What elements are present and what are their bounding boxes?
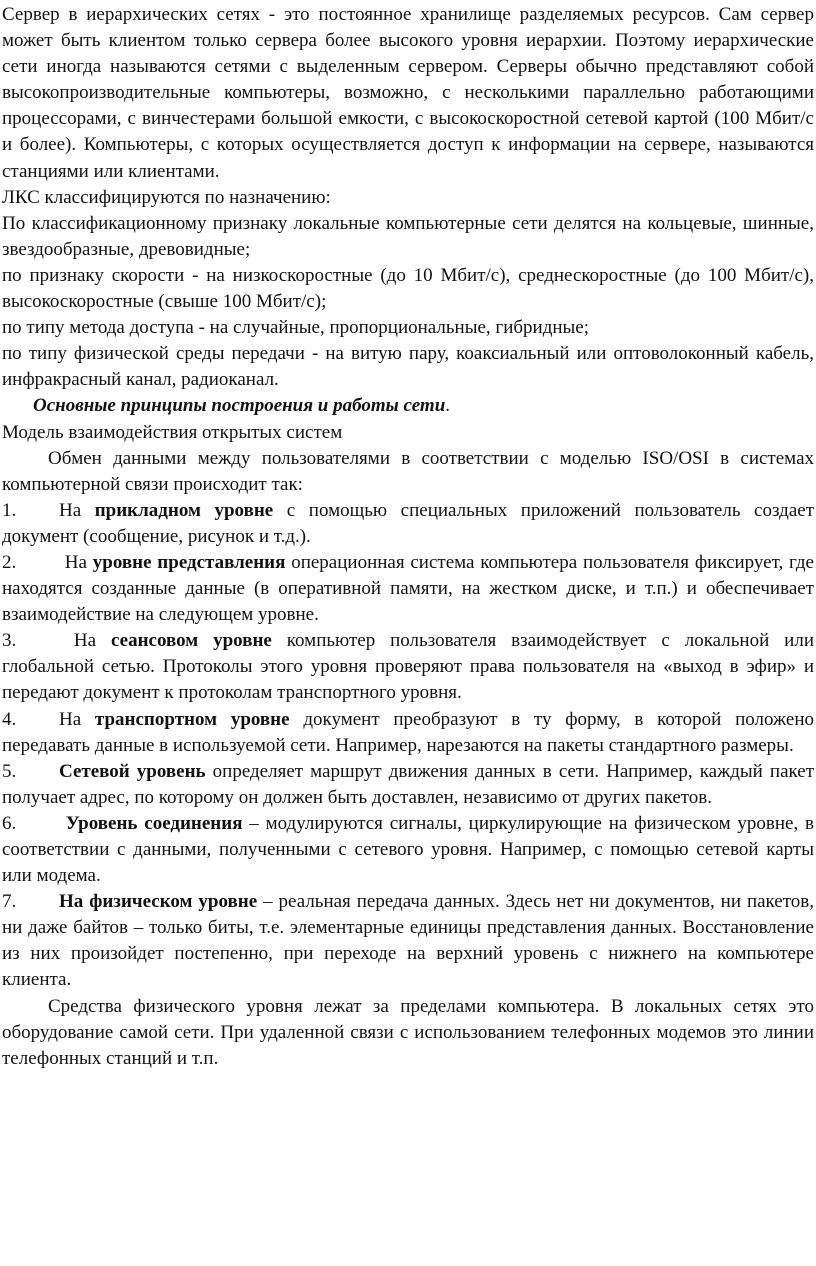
level-item — [2, 889, 814, 993]
level-description: определяет маршрут движения данных в сети. Например, каждый пакет получает адрес, по которому он должен быть доставлен, независимо от других пакетов. — [2, 760, 815, 808]
level-title: На физическом уровне — [59, 891, 258, 913]
level-number: 3. — [2, 630, 17, 652]
lks-classification-line: ЛКС классифицируются по назначению: — [2, 186, 331, 208]
level-number: 7. — [2, 891, 17, 913]
level-prefix: На — [59, 708, 95, 730]
level-item — [2, 707, 814, 759]
level-item — [2, 759, 814, 811]
level-item — [2, 550, 814, 628]
level-prefix: На — [59, 499, 95, 521]
level-description: документ преобразуют в ту форму, в которой положено передавать данные в используемой сети. Например, нарезаются на пакеты стандартного размеры. — [2, 708, 815, 756]
level-title: транспортном уровне — [94, 708, 290, 730]
classification-topology: По классификационному признаку локальные компьютерные сети делятся на кольцевые, шинные, звездообразные, древовидные; — [2, 212, 814, 260]
level-title: Уровень соединения — [65, 812, 243, 834]
level-number: 4. — [2, 708, 17, 730]
level-description: – реальная передача данных. Здесь нет ни документов, ни пакетов, ни даже байтов – только биты, т.е. элементарные единицы представления данных. Восстановление из них произойдет постепенно, при переходе на верхний уровень с нижнего на компьютере клиента. — [2, 891, 815, 991]
section-heading-text: Основные принципы построения и работы сети — [33, 395, 446, 417]
level-description: – модулируются сигналы, циркулирующие на физическом уровне, в соответствии с данными, полученными с сетевого уровня. Например, с помощью сетевой карты или модема. — [2, 812, 814, 887]
level-title: Сетевой уровень — [59, 760, 206, 782]
level-description: компьютер пользователя взаимодействует с локальной или глобальной сетью. Протоколы этого уровня проверяют права пользователя на «выход в эфир» и передают документ к протоколам транспортного уровня. — [2, 630, 814, 704]
level-number: 6. — [2, 812, 17, 834]
section-heading-dot: . — [445, 395, 451, 417]
osi-model-subheading: Модель взаимодействия открытых систем — [2, 421, 343, 443]
closing-paragraph: Средства физического уровня лежат за пределами компьютера. В локальных сетях это оборудование самой сети. При удаленной связи с использованием телефонных модемов это линии телефонных станций и т.п. — [2, 995, 814, 1069]
section-heading — [2, 393, 814, 419]
level-number: 5. — [2, 760, 17, 782]
classification-physical-medium: по типу физической среды передачи - на витую пару, коаксиальный или оптоволоконный кабель, инфракрасный канал, радиоканал. — [2, 343, 814, 391]
level-title: сеансовом уровне — [110, 630, 272, 652]
level-item — [2, 498, 814, 550]
server-paragraph: Сервер в иерархических сетях - это постоянное хранилище разделяемых ресурсов. Сам сервер может быть клиентом только сервера более высокого уровня иерархии. Поэтому иерархические сети иногда называются сетями с выделенным сервером. Серверы обычно представляют собой высокопроизводительные компьютеры, возможно, с несколькими параллельно работающими процессорами, с винчестерами большой емкости, с высокоскоростной сетевой картой (100 Мбит/с и более). Компьютеры, с которых осуществляется доступ к информации на сервере, называются станциями или клиентами. — [2, 4, 814, 182]
exchange-intro: Обмен данными между пользователями в соответствии с моделью ISO/OSI в системах компьютерной связи происходит так: — [2, 447, 814, 495]
level-title: уровне представления — [92, 551, 286, 573]
classification-access-method: по типу метода доступа - на случайные, пропорциональные, гибридные; — [2, 317, 590, 339]
level-prefix — [59, 813, 66, 834]
level-prefix: На — [59, 630, 111, 652]
level-title: прикладном уровне — [94, 499, 274, 521]
level-prefix: На — [59, 551, 93, 573]
classification-speed: по признаку скорости - на низкоскоростные (до 10 Мбит/с), среднескоростные (до 100 Мбит/с), высокоскоростные (свыше 100 Мбит/с); — [2, 264, 814, 313]
level-item — [2, 811, 814, 889]
level-number: 1. — [2, 499, 17, 521]
level-number: 2. — [2, 551, 17, 573]
level-description: с помощью специальных приложений пользователь создает документ (сообщение, рисунок и т.д.). — [2, 499, 814, 547]
level-item — [2, 628, 814, 706]
level-description: операционная система компьютера пользователя фиксирует, где находятся созданные данные (в оперативной памяти, на жестком диске, и т.п.) и обеспечивает взаимодействие на следующем уровне. — [2, 551, 814, 626]
